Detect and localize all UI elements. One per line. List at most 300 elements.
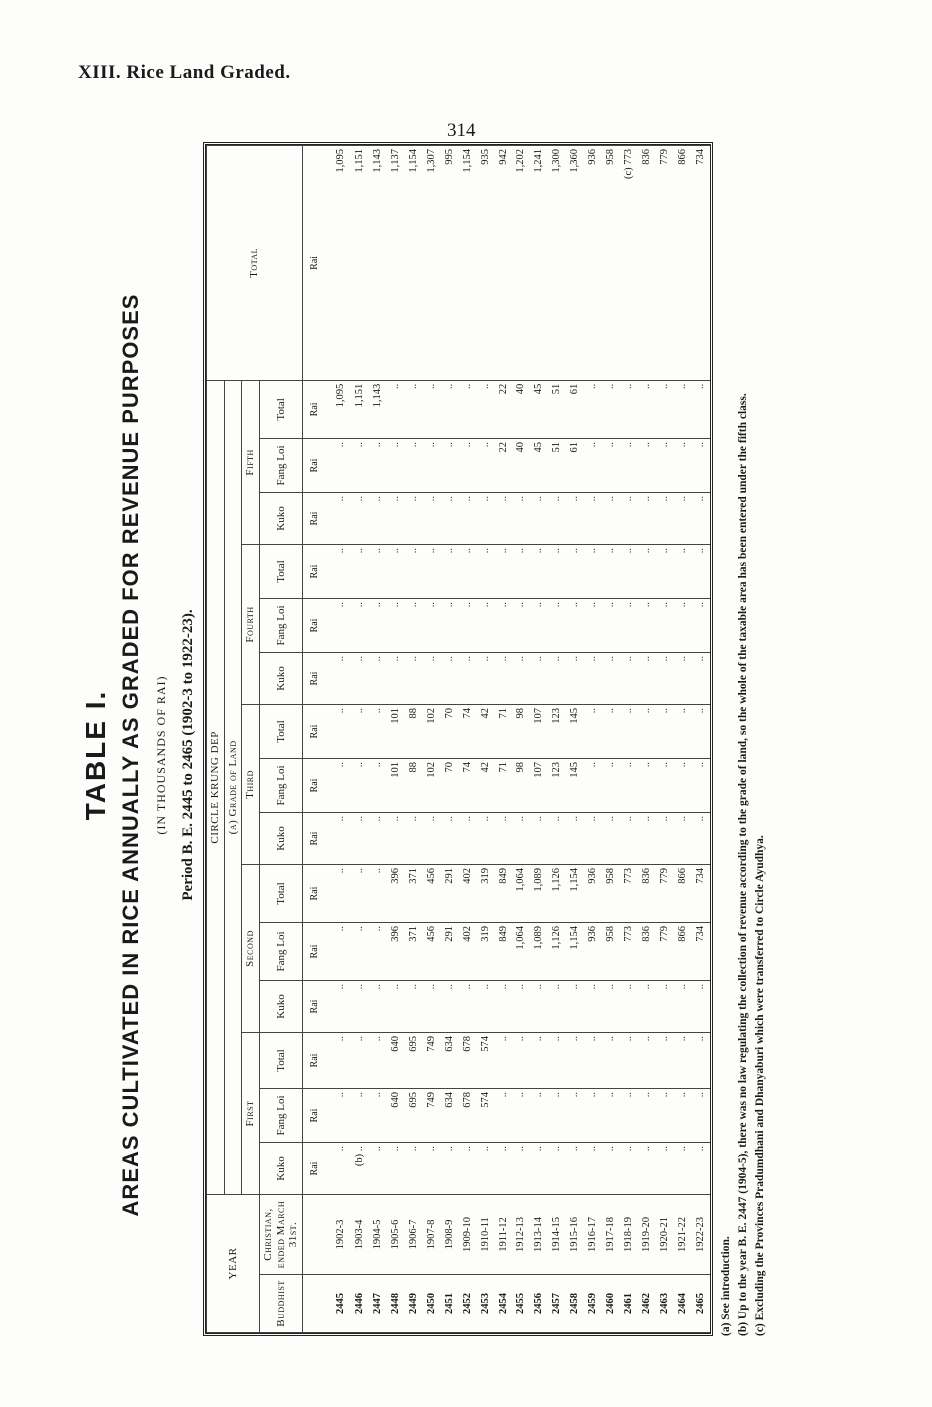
cell-total: 1,300 xyxy=(549,146,567,381)
cell-first-fang: .. xyxy=(585,1088,603,1142)
cell-first-total: .. xyxy=(369,1032,387,1088)
cell-fourth-fang: .. xyxy=(495,598,513,652)
cell-fifth-fang: .. xyxy=(387,438,405,492)
cell-second-total: 1,089 xyxy=(531,864,549,922)
cell-fifth-kuko: .. xyxy=(327,492,352,544)
cell-fifth-total: .. xyxy=(585,380,603,438)
cell-first-total: .. xyxy=(495,1032,513,1088)
cell-be: 2454 xyxy=(495,1275,513,1333)
cell-fifth-fang: .. xyxy=(352,438,370,492)
table-heading: AREAS CULTIVATED IN RICE ANNUALLY AS GRADED FOR REVENUE PURPOSES xyxy=(118,293,143,1217)
cell-fourth-total: .. xyxy=(423,544,441,598)
cell-fifth-fang: .. xyxy=(405,438,423,492)
table-row xyxy=(549,146,567,1333)
cell-total: 1,307 xyxy=(423,146,441,381)
cell-first-kuko: .. xyxy=(423,1142,441,1194)
cell-fifth-kuko: .. xyxy=(369,492,387,544)
cell-second-kuko: .. xyxy=(567,980,585,1032)
cell-fifth-kuko: .. xyxy=(567,492,585,544)
cell-fourth-fang: .. xyxy=(405,598,423,652)
header-third-kuko: Kuko xyxy=(259,812,302,864)
table-row xyxy=(459,146,477,1333)
cell-first-fang: .. xyxy=(327,1088,352,1142)
cell-third-total: 145 xyxy=(567,704,585,758)
unit-label: Rai xyxy=(302,146,327,381)
cell-ce: 1910-11 xyxy=(477,1194,495,1274)
header-first-kuko: Kuko xyxy=(259,1142,302,1194)
cell-second-fang: 396 xyxy=(387,922,405,980)
cell-second-fang: 291 xyxy=(441,922,459,980)
cell-first-kuko: .. xyxy=(692,1142,710,1194)
header-christian: Christian, ended March 31st. xyxy=(259,1194,302,1274)
cell-second-total: .. xyxy=(369,864,387,922)
cell-fourth-kuko: .. xyxy=(387,652,405,704)
cell-first-total: .. xyxy=(513,1032,531,1088)
cell-second-kuko: .. xyxy=(495,980,513,1032)
cell-fifth-fang: .. xyxy=(369,438,387,492)
cell-be: 2447 xyxy=(369,1275,387,1333)
cell-first-total: 749 xyxy=(423,1032,441,1088)
cell-second-kuko: .. xyxy=(674,980,692,1032)
cell-second-total: 849 xyxy=(495,864,513,922)
cell-ce: 1916-17 xyxy=(585,1194,603,1274)
cell-third-kuko: .. xyxy=(692,812,710,864)
cell-third-fang: 101 xyxy=(387,758,405,812)
cell-ce: 1919-20 xyxy=(638,1194,656,1274)
cell-second-kuko: .. xyxy=(513,980,531,1032)
header-second-fang-loi: Fang Loi xyxy=(259,922,302,980)
cell-fourth-total: .. xyxy=(620,544,638,598)
cell-total: 1,154 xyxy=(405,146,423,381)
cell-total: 935 xyxy=(477,146,495,381)
cell-first-kuko: .. xyxy=(459,1142,477,1194)
cell-second-fang: 319 xyxy=(477,922,495,980)
cell-third-kuko: .. xyxy=(459,812,477,864)
table-row xyxy=(352,146,370,1333)
unit-label: Rai xyxy=(302,1142,327,1194)
header-fourth-kuko: Kuko xyxy=(259,652,302,704)
cell-third-fang: 145 xyxy=(567,758,585,812)
cell-be: 2446 xyxy=(352,1275,370,1333)
cell-third-total: .. xyxy=(327,704,352,758)
cell-fifth-total: 51 xyxy=(549,380,567,438)
unit-label: Rai xyxy=(302,652,327,704)
cell-third-kuko: .. xyxy=(513,812,531,864)
cell-second-total: 1,064 xyxy=(513,864,531,922)
cell-first-total: .. xyxy=(620,1032,638,1088)
table-row xyxy=(441,146,459,1333)
cell-second-kuko: .. xyxy=(387,980,405,1032)
cell-fourth-kuko: .. xyxy=(369,652,387,704)
cell-second-total: 734 xyxy=(692,864,710,922)
header-first: First xyxy=(242,1032,260,1194)
cell-first-total: .. xyxy=(602,1032,620,1088)
cell-first-total: .. xyxy=(638,1032,656,1088)
cell-third-kuko: .. xyxy=(495,812,513,864)
page-number: 314 xyxy=(447,120,476,141)
cell-fifth-fang: 45 xyxy=(531,438,549,492)
cell-fifth-kuko: .. xyxy=(638,492,656,544)
cell-first-kuko: .. xyxy=(638,1142,656,1194)
cell-fourth-total: .. xyxy=(441,544,459,598)
cell-fourth-kuko: .. xyxy=(441,652,459,704)
cell-third-fang: .. xyxy=(602,758,620,812)
cell-second-kuko: .. xyxy=(327,980,352,1032)
cell-first-fang: .. xyxy=(352,1088,370,1142)
cell-second-fang: .. xyxy=(327,922,352,980)
cell-fifth-kuko: .. xyxy=(405,492,423,544)
cell-third-kuko: .. xyxy=(549,812,567,864)
cell-fourth-kuko: .. xyxy=(477,652,495,704)
cell-third-kuko: .. xyxy=(387,812,405,864)
cell-first-fang: .. xyxy=(549,1088,567,1142)
cell-fourth-kuko: .. xyxy=(327,652,352,704)
header-third: Third xyxy=(242,704,260,864)
cell-fifth-kuko: .. xyxy=(674,492,692,544)
cell-fifth-kuko: .. xyxy=(423,492,441,544)
cell-first-kuko: .. xyxy=(602,1142,620,1194)
cell-second-kuko: .. xyxy=(423,980,441,1032)
cell-fourth-total: .. xyxy=(352,544,370,598)
cell-fourth-kuko: .. xyxy=(459,652,477,704)
cell-third-fang: .. xyxy=(585,758,603,812)
cell-third-kuko: .. xyxy=(531,812,549,864)
cell-fifth-total: 45 xyxy=(531,380,549,438)
cell-fifth-fang: .. xyxy=(585,438,603,492)
cell-be: 2459 xyxy=(585,1275,603,1333)
cell-fifth-kuko: .. xyxy=(513,492,531,544)
cell-fourth-kuko: .. xyxy=(531,652,549,704)
cell-ce: 1913-14 xyxy=(531,1194,549,1274)
cell-total: 866 xyxy=(674,146,692,381)
cell-third-total: 71 xyxy=(495,704,513,758)
cell-ce: 1914-15 xyxy=(549,1194,567,1274)
cell-ce: 1915-16 xyxy=(567,1194,585,1274)
header-second-kuko: Kuko xyxy=(259,980,302,1032)
cell-second-fang: .. xyxy=(352,922,370,980)
cell-be: 2458 xyxy=(567,1275,585,1333)
cell-fifth-fang: .. xyxy=(602,438,620,492)
cell-first-fang: 640 xyxy=(387,1088,405,1142)
cell-third-total: .. xyxy=(674,704,692,758)
cell-second-total: .. xyxy=(352,864,370,922)
cell-first-total: .. xyxy=(674,1032,692,1088)
cell-third-fang: .. xyxy=(656,758,674,812)
cell-second-fang: 734 xyxy=(692,922,710,980)
cell-third-kuko: .. xyxy=(656,812,674,864)
cell-fourth-kuko: .. xyxy=(692,652,710,704)
cell-third-fang: .. xyxy=(327,758,352,812)
cell-total: 779 xyxy=(656,146,674,381)
header-fourth-total: Total xyxy=(259,544,302,598)
cell-third-kuko: .. xyxy=(620,812,638,864)
table-row xyxy=(423,146,441,1333)
table-row xyxy=(674,146,692,1333)
unit-label: Rai xyxy=(302,922,327,980)
cell-be: 2451 xyxy=(441,1275,459,1333)
unit-label: Rai xyxy=(302,1088,327,1142)
cell-second-total: 456 xyxy=(423,864,441,922)
rotated-table-page xyxy=(80,140,810,1370)
table-row xyxy=(327,146,352,1333)
cell-first-total: 678 xyxy=(459,1032,477,1088)
cell-fourth-total: .. xyxy=(531,544,549,598)
cell-second-total: 836 xyxy=(638,864,656,922)
cell-first-fang: .. xyxy=(692,1088,710,1142)
cell-first-total: .. xyxy=(692,1032,710,1088)
unit-label: Rai xyxy=(302,758,327,812)
cell-ce: 1903-4 xyxy=(352,1194,370,1274)
cell-second-fang: 1,154 xyxy=(567,922,585,980)
cell-third-fang: .. xyxy=(352,758,370,812)
cell-first-kuko: .. xyxy=(387,1142,405,1194)
cell-fourth-total: .. xyxy=(327,544,352,598)
cell-first-total: 574 xyxy=(477,1032,495,1088)
cell-third-total: .. xyxy=(602,704,620,758)
cell-third-total: 88 xyxy=(405,704,423,758)
cell-first-fang: 749 xyxy=(423,1088,441,1142)
cell-second-fang: 1,064 xyxy=(513,922,531,980)
cell-first-kuko: .. xyxy=(656,1142,674,1194)
cell-fifth-fang: .. xyxy=(620,438,638,492)
cell-fifth-fang: .. xyxy=(477,438,495,492)
cell-fifth-kuko: .. xyxy=(352,492,370,544)
cell-fifth-kuko: .. xyxy=(656,492,674,544)
cell-second-kuko: .. xyxy=(549,980,567,1032)
cell-total: 1,241 xyxy=(531,146,549,381)
cell-be: 2452 xyxy=(459,1275,477,1333)
cell-third-fang: .. xyxy=(692,758,710,812)
cell-third-kuko: .. xyxy=(602,812,620,864)
cell-first-total: .. xyxy=(327,1032,352,1088)
cell-third-total: 102 xyxy=(423,704,441,758)
cell-third-total: .. xyxy=(620,704,638,758)
header-circle: CIRCLE KRUNG DEP xyxy=(207,380,225,1194)
cell-fifth-kuko: .. xyxy=(477,492,495,544)
cell-fifth-total: .. xyxy=(387,380,405,438)
cell-fifth-fang: .. xyxy=(423,438,441,492)
cell-ce: 1912-13 xyxy=(513,1194,531,1274)
cell-third-fang: 42 xyxy=(477,758,495,812)
cell-first-kuko: .. xyxy=(495,1142,513,1194)
cell-fifth-total: .. xyxy=(441,380,459,438)
cell-fourth-fang: .. xyxy=(459,598,477,652)
cell-third-fang: 107 xyxy=(531,758,549,812)
header-first-fang-loi: Fang Loi xyxy=(259,1088,302,1142)
cell-third-total: .. xyxy=(352,704,370,758)
cell-first-total: 640 xyxy=(387,1032,405,1088)
cell-fourth-kuko: .. xyxy=(585,652,603,704)
cell-second-kuko: .. xyxy=(638,980,656,1032)
cell-third-fang: 123 xyxy=(549,758,567,812)
cell-fourth-fang: .. xyxy=(423,598,441,652)
cell-first-kuko: .. xyxy=(441,1142,459,1194)
cell-third-total: 123 xyxy=(549,704,567,758)
cell-second-total: 319 xyxy=(477,864,495,922)
cell-third-total: 74 xyxy=(459,704,477,758)
cell-fifth-kuko: .. xyxy=(387,492,405,544)
cell-fourth-fang: .. xyxy=(674,598,692,652)
cell-fifth-kuko: .. xyxy=(495,492,513,544)
cell-third-fang: .. xyxy=(638,758,656,812)
table-period: Period B. E. 2445 to 2465 (1902-3 to 1922-23). xyxy=(180,609,196,901)
cell-first-total: .. xyxy=(531,1032,549,1088)
cell-first-fang: .. xyxy=(513,1088,531,1142)
cell-be: 2465 xyxy=(692,1275,710,1333)
cell-first-total: .. xyxy=(567,1032,585,1088)
table-row xyxy=(638,146,656,1333)
cell-first-total: .. xyxy=(352,1032,370,1088)
cell-second-fang: 779 xyxy=(656,922,674,980)
cell-fourth-total: .. xyxy=(656,544,674,598)
cell-third-total: .. xyxy=(692,704,710,758)
cell-total: 1,143 xyxy=(369,146,387,381)
cell-third-total: 70 xyxy=(441,704,459,758)
cell-fifth-total: 22 xyxy=(495,380,513,438)
cell-fourth-total: .. xyxy=(549,544,567,598)
cell-fifth-fang: .. xyxy=(441,438,459,492)
cell-fourth-fang: .. xyxy=(531,598,549,652)
cell-first-fang: .. xyxy=(620,1088,638,1142)
cell-third-kuko: .. xyxy=(441,812,459,864)
header-second-total: Total xyxy=(259,864,302,922)
cell-fourth-kuko: .. xyxy=(620,652,638,704)
cell-fifth-kuko: .. xyxy=(620,492,638,544)
cell-first-total: 695 xyxy=(405,1032,423,1088)
table-row xyxy=(692,146,710,1333)
cell-third-fang: 74 xyxy=(459,758,477,812)
header-total: Total xyxy=(207,146,303,381)
cell-third-fang: 71 xyxy=(495,758,513,812)
cell-second-kuko: .. xyxy=(602,980,620,1032)
unit-label: Rai xyxy=(302,864,327,922)
unit-label: Rai xyxy=(302,598,327,652)
cell-first-kuko: .. xyxy=(531,1142,549,1194)
cell-fourth-fang: .. xyxy=(549,598,567,652)
cell-second-kuko: .. xyxy=(477,980,495,1032)
cell-fifth-fang: .. xyxy=(692,438,710,492)
cell-be: 2461 xyxy=(620,1275,638,1333)
cell-fourth-total: .. xyxy=(387,544,405,598)
cell-second-total: 866 xyxy=(674,864,692,922)
cell-total: 995 xyxy=(441,146,459,381)
unit-label: Rai xyxy=(302,812,327,864)
cell-fifth-kuko: .. xyxy=(549,492,567,544)
cell-third-total: .. xyxy=(656,704,674,758)
cell-third-fang: 98 xyxy=(513,758,531,812)
header-fourth: Fourth xyxy=(242,544,260,704)
table-row xyxy=(495,146,513,1333)
unit-label: Rai xyxy=(302,438,327,492)
cell-total: 936 xyxy=(585,146,603,381)
cell-fourth-total: .. xyxy=(692,544,710,598)
cell-third-total: 101 xyxy=(387,704,405,758)
cell-fifth-total: .. xyxy=(656,380,674,438)
cell-fifth-total: .. xyxy=(405,380,423,438)
cell-first-total: .. xyxy=(585,1032,603,1088)
cell-first-fang: .. xyxy=(638,1088,656,1142)
cell-fourth-fang: .. xyxy=(620,598,638,652)
cell-third-kuko: .. xyxy=(674,812,692,864)
cell-third-fang: 70 xyxy=(441,758,459,812)
cell-fifth-fang: .. xyxy=(674,438,692,492)
cell-fourth-total: .. xyxy=(638,544,656,598)
cell-second-kuko: .. xyxy=(405,980,423,1032)
cell-first-fang: 634 xyxy=(441,1088,459,1142)
cell-fourth-total: .. xyxy=(674,544,692,598)
cell-third-total: .. xyxy=(585,704,603,758)
cell-ce: 1918-19 xyxy=(620,1194,638,1274)
cell-fifth-fang: 22 xyxy=(495,438,513,492)
cell-total: 942 xyxy=(495,146,513,381)
table-row xyxy=(656,146,674,1333)
cell-second-total: 402 xyxy=(459,864,477,922)
cell-second-fang: 1,089 xyxy=(531,922,549,980)
cell-first-fang: .. xyxy=(674,1088,692,1142)
cell-fourth-total: .. xyxy=(567,544,585,598)
cell-fourth-fang: .. xyxy=(567,598,585,652)
cell-fifth-total: 40 xyxy=(513,380,531,438)
cell-fourth-kuko: .. xyxy=(674,652,692,704)
header-fifth-fang-loi: Fang Loi xyxy=(259,438,302,492)
cell-second-kuko: .. xyxy=(692,980,710,1032)
header-fourth-fang-loi: Fang Loi xyxy=(259,598,302,652)
cell-fifth-total: .. xyxy=(602,380,620,438)
cell-fourth-kuko: .. xyxy=(638,652,656,704)
cell-third-kuko: .. xyxy=(405,812,423,864)
cell-second-fang: .. xyxy=(369,922,387,980)
cell-first-kuko: .. xyxy=(513,1142,531,1194)
cell-fourth-kuko: .. xyxy=(405,652,423,704)
cell-ce: 1908-9 xyxy=(441,1194,459,1274)
cell-fourth-fang: .. xyxy=(585,598,603,652)
cell-fourth-fang: .. xyxy=(692,598,710,652)
footnote-c: (c) Excluding the Provinces Pradumdhani and Dhanyaburi which were transferred to Circle Ayudhya. xyxy=(754,835,766,1336)
cell-second-total: 371 xyxy=(405,864,423,922)
cell-fourth-kuko: .. xyxy=(352,652,370,704)
cell-ce: 1906-7 xyxy=(405,1194,423,1274)
cell-second-kuko: .. xyxy=(441,980,459,1032)
header-fifth: Fifth xyxy=(242,380,260,544)
cell-second-total: 1,154 xyxy=(567,864,585,922)
cell-third-fang: .. xyxy=(620,758,638,812)
cell-fourth-kuko: .. xyxy=(602,652,620,704)
cell-be: 2453 xyxy=(477,1275,495,1333)
cell-second-kuko: .. xyxy=(352,980,370,1032)
header-buddhist: Buddhist xyxy=(259,1275,302,1333)
cell-ce: 1922-23 xyxy=(692,1194,710,1274)
cell-second-total: 396 xyxy=(387,864,405,922)
cell-third-total: 42 xyxy=(477,704,495,758)
cell-first-kuko: .. xyxy=(327,1142,352,1194)
cell-total: 1,360 xyxy=(567,146,585,381)
cell-fourth-total: .. xyxy=(405,544,423,598)
table-row xyxy=(387,146,405,1333)
cell-fourth-fang: .. xyxy=(327,598,352,652)
table-row xyxy=(531,146,549,1333)
cell-fifth-kuko: .. xyxy=(441,492,459,544)
header-third-fang-loi: Fang Loi xyxy=(259,758,302,812)
cell-ce: 1902-3 xyxy=(327,1194,352,1274)
cell-fifth-total: .. xyxy=(423,380,441,438)
cell-first-fang: 678 xyxy=(459,1088,477,1142)
cell-be: 2464 xyxy=(674,1275,692,1333)
cell-second-fang: 456 xyxy=(423,922,441,980)
cell-third-kuko: .. xyxy=(638,812,656,864)
cell-second-total: .. xyxy=(327,864,352,922)
cell-second-fang: 936 xyxy=(585,922,603,980)
cell-first-kuko: .. xyxy=(567,1142,585,1194)
